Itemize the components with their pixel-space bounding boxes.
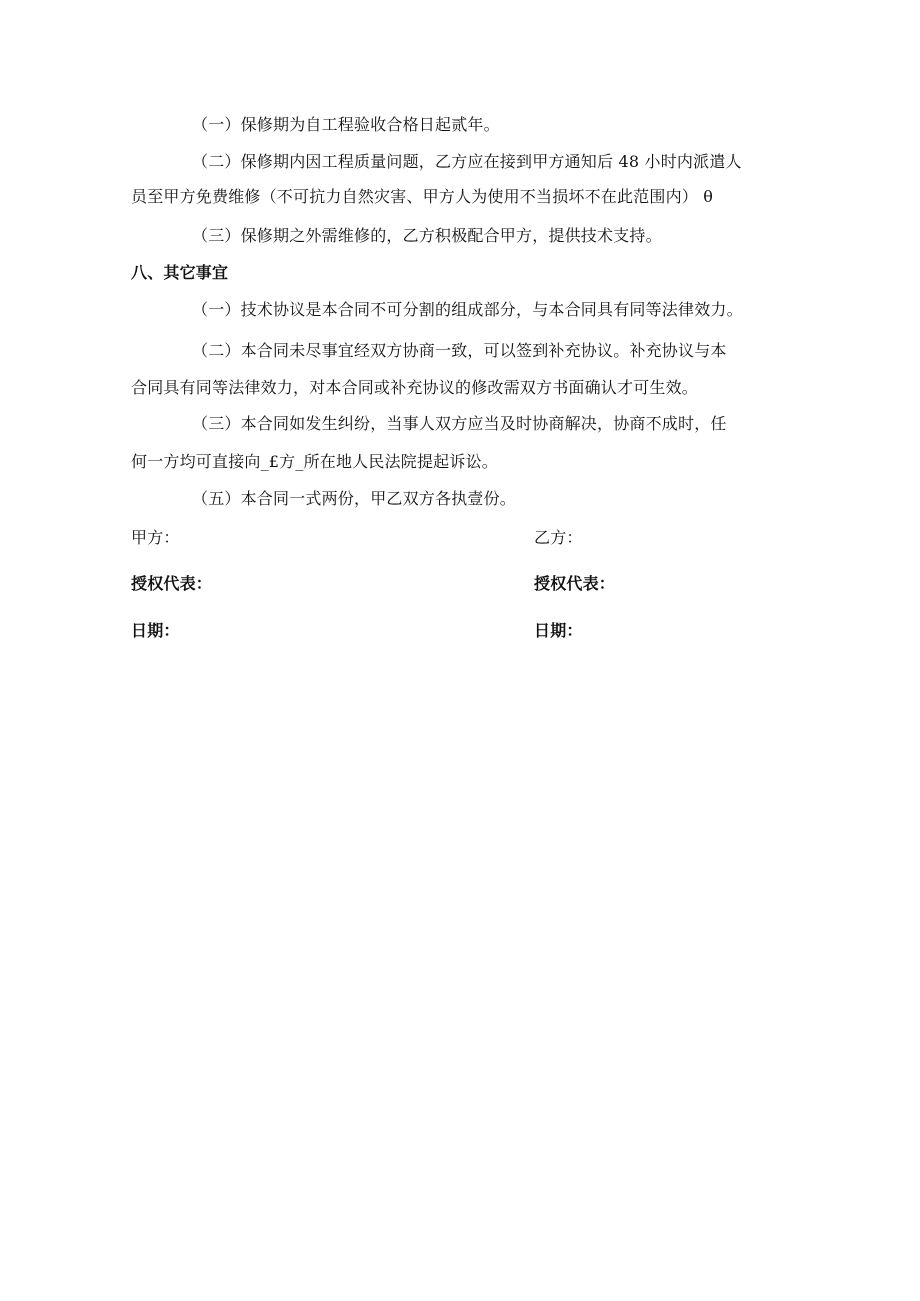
dispute-clause-line2: 何一方均可直接向_£方_所在地人民法院提起诉讼。: [131, 452, 498, 471]
party-b-label: 乙方：: [534, 528, 583, 547]
warranty-repair-clause-line2: 员至甲方免费维修（不可抗力自然灾害、甲方人为使用不当损坏不在此范围内） θ: [131, 187, 714, 206]
supplementary-agreement-clause-line1: （二）本合同未尽事宜经双方协商一致，可以签到补充协议。补充协议与本: [192, 341, 727, 360]
supplementary-agreement-clause-line2: 合同具有同等法律效力，对本合同或补充协议的修改需双方书面确认才可生效。: [131, 378, 699, 397]
party-a-date-label: 日期：: [131, 621, 180, 640]
post-warranty-clause: （三）保修期之外需维修的，乙方积极配合甲方，提供技术支持。: [192, 226, 662, 245]
party-a-representative-label: 授权代表：: [131, 574, 213, 593]
party-a-label: 甲方：: [131, 528, 180, 547]
dispute-clause-line1: （三）本合同如发生纠纷，当事人双方应当及时协商解决，协商不成时，任: [192, 414, 727, 433]
warranty-repair-clause-line1: （二）保修期内因工程质量问题，乙方应在接到甲方通知后 48 小时内派遣人: [192, 152, 742, 171]
section-heading-other-matters: 八、其它事宜: [131, 263, 229, 282]
party-b-representative-label: 授权代表：: [534, 574, 616, 593]
technical-agreement-clause: （一）技术协议是本合同不可分割的组成部分，与本合同具有同等法律效力。: [192, 300, 743, 319]
copies-clause: （五）本合同一式两份，甲乙双方各执壹份。: [192, 489, 517, 508]
party-b-date-label: 日期：: [534, 621, 583, 640]
warranty-period-clause: （一）保修期为自工程验收合格日起贰年。: [192, 115, 500, 134]
